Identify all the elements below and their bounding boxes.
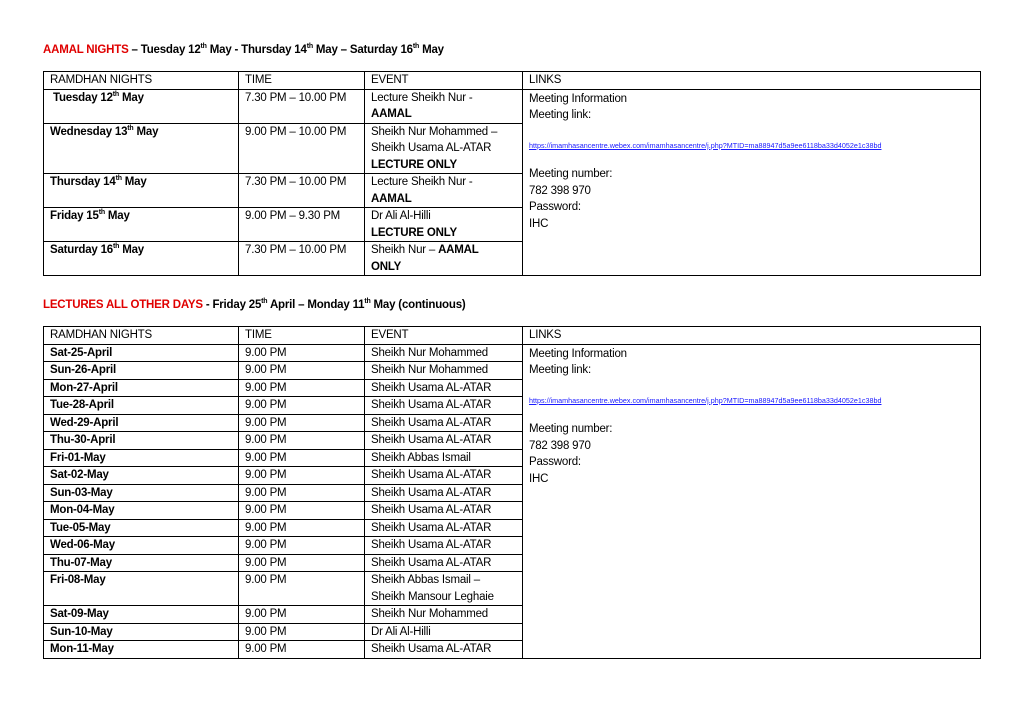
table-row [44, 89, 981, 123]
date-sup: th [98, 209, 105, 216]
time-cell: 9.00 PM [239, 554, 365, 572]
time-cell: 9.00 PM – 10.00 PM [239, 123, 365, 174]
heading1-sup: th [200, 43, 207, 50]
event-text: Sheikh Usama AL-ATAR [371, 643, 492, 655]
time-cell: 9.00 PM [239, 432, 365, 450]
event-cell [365, 484, 523, 502]
event-bold-text: AAMAL [438, 244, 479, 256]
heading1-text: May [419, 44, 444, 56]
event-text: Sheikh Usama AL-ATAR [371, 556, 492, 569]
event-cell [365, 467, 523, 485]
meeting-number: 782 398 970 [529, 184, 591, 197]
heading1-sup: th [412, 43, 420, 50]
event-bold-text: ONLY [371, 260, 402, 273]
event-cell [365, 519, 523, 537]
event-cell [365, 554, 523, 572]
meeting-info-label: Meeting Information [529, 347, 627, 360]
column-header-links: LINKS [523, 72, 981, 90]
date-sup: th [115, 175, 122, 182]
time-cell: 9.00 PM [239, 502, 365, 520]
table-header-row [44, 327, 981, 345]
date-cell: Sat-09-May [44, 606, 239, 624]
event-text: Sheikh Usama AL-ATAR [371, 434, 492, 446]
event-cell [365, 208, 523, 242]
lectures-heading [43, 299, 466, 311]
event-cell [365, 432, 523, 450]
time-cell: 9.00 PM [239, 641, 365, 659]
column-header-event: EVENT [365, 327, 523, 345]
event-cell [365, 242, 523, 276]
time-cell: 9.00 PM [239, 449, 365, 467]
time-cell: 9.00 PM [239, 484, 365, 502]
event-text: Sheikh Usama AL-ATAR [371, 504, 492, 516]
column-header-ramdhan-nights: RAMDHAN NIGHTS [44, 72, 239, 90]
event-text: Sheikh Mansour Leghaie [371, 590, 494, 603]
meeting-link-label: Meeting link: [529, 109, 591, 121]
meeting-link-label: Meeting link: [529, 364, 591, 376]
date-month: May [104, 210, 130, 222]
event-text: Sheikh Usama AL-ATAR [371, 399, 492, 411]
time-cell: 9.00 PM [239, 397, 365, 415]
event-bold-text: LECTURE ONLY [371, 226, 457, 239]
heading1-text: – Tuesday 12 [128, 44, 201, 56]
heading2-text: - Friday 25 [202, 299, 262, 311]
time-cell: 9.00 PM [239, 537, 365, 555]
time-cell: 9.00 PM [239, 623, 365, 641]
event-text: Sheikh Usama AL-ATAR [371, 142, 492, 154]
date-text: Friday 15 [50, 210, 99, 222]
aamal-nights-heading [43, 44, 444, 56]
event-text: Sheikh Nur Mohammed – [371, 125, 498, 138]
date-sup: th [112, 90, 120, 98]
date-cell: Fri-08-May [44, 572, 239, 606]
date-cell: Wed-29-April [44, 414, 239, 432]
date-cell: Mon-27-April [44, 379, 239, 397]
column-header-event: EVENT [365, 72, 523, 90]
heading1-text: May - Thursday 14 [206, 44, 307, 56]
event-text: Sheikh Usama AL-ATAR [371, 486, 492, 499]
time-cell: 9.00 PM [239, 572, 365, 606]
event-bold-text: AAMAL [371, 108, 412, 120]
links-cell [523, 89, 981, 276]
event-text: Lecture Sheikh Nur - [371, 91, 473, 104]
time-cell: 9.00 PM [239, 606, 365, 624]
heading2-sup: th [261, 298, 268, 305]
aamal-nights-title: AAMAL NIGHTS [43, 44, 129, 56]
lectures-title: LECTURES ALL OTHER DAYS [43, 299, 203, 311]
event-cell [365, 641, 523, 659]
time-cell: 7.30 PM – 10.00 PM [239, 242, 365, 276]
event-cell [365, 379, 523, 397]
date-text: Tuesday 12 [53, 91, 113, 104]
time-cell: 9.00 PM [239, 362, 365, 380]
date-cell: Sat-25-April [44, 344, 239, 362]
event-text: Sheikh Nur Mohammed [371, 364, 489, 376]
date-text: Saturday 16 [50, 244, 113, 256]
date-month: May [119, 244, 144, 256]
table-row [44, 344, 981, 362]
column-header-time: TIME [239, 327, 365, 345]
password-label: Password: [529, 201, 581, 213]
event-text: Sheikh Nur Mohammed [371, 608, 489, 620]
time-cell: 9.00 PM [239, 414, 365, 432]
time-cell: 7.30 PM – 10.00 PM [239, 89, 365, 123]
date-text: Wednesday 13 [50, 125, 128, 138]
event-cell [365, 397, 523, 415]
password-value: IHC [529, 217, 549, 230]
date-cell: Thu-07-May [44, 554, 239, 572]
date-cell: Mon-04-May [44, 502, 239, 520]
heading2-text: May (continuous) [370, 299, 466, 311]
event-cell [365, 572, 523, 606]
date-cell [44, 208, 239, 242]
meeting-number: 782 398 970 [529, 439, 591, 452]
event-cell [365, 537, 523, 555]
meeting-link[interactable]: https://imamhasancentre.webex.com/imamhasancentre/j.php?MTID=ma88947d5a9ee6118ba33d4052e1c38bd [529, 140, 882, 150]
aamal-nights-table [43, 71, 981, 276]
heading2-sup: th [364, 298, 371, 305]
event-text: Dr Ali Al-Hilli [371, 625, 431, 638]
date-cell: Sat-02-May [44, 467, 239, 485]
date-cell [44, 242, 239, 276]
date-text: Thursday 14 [50, 176, 116, 188]
event-cell [365, 174, 523, 208]
event-cell [365, 502, 523, 520]
lectures-table [43, 326, 981, 659]
links-cell [523, 344, 981, 658]
date-month: May [133, 125, 159, 138]
date-cell: Sun-26-April [44, 362, 239, 380]
event-cell [365, 344, 523, 362]
column-header-ramdhan-nights: RAMDHAN NIGHTS [44, 327, 239, 345]
date-cell: Thu-30-April [44, 432, 239, 450]
lectures-table-body [44, 344, 981, 658]
event-text: Sheikh Nur – [371, 244, 439, 256]
event-bold-text: LECTURE ONLY [371, 158, 457, 171]
event-cell [365, 623, 523, 641]
table-header-row [44, 72, 981, 90]
heading2-text: April – Monday 11 [267, 299, 365, 311]
date-cell [44, 174, 239, 208]
date-month: May [121, 176, 147, 188]
event-text: Sheikh Nur Mohammed [371, 346, 489, 359]
time-cell: 9.00 PM [239, 519, 365, 537]
date-sup: th [127, 124, 134, 132]
time-cell: 9.00 PM [239, 467, 365, 485]
time-cell: 9.00 PM [239, 379, 365, 397]
event-text: Sheikh Usama AL-ATAR [371, 469, 492, 481]
heading1-text: May – Saturday 16 [312, 44, 413, 56]
event-cell [365, 123, 523, 174]
date-month: May [119, 91, 144, 104]
date-cell: Tue-28-April [44, 397, 239, 415]
meeting-link[interactable]: https://imamhasancentre.webex.com/imamhasancentre/j.php?MTID=ma88947d5a9ee6118ba33d4052e1c38bd [529, 395, 882, 405]
event-text: Sheikh Abbas Ismail – [371, 574, 480, 586]
date-cell [44, 89, 239, 123]
date-cell: Fri-01-May [44, 449, 239, 467]
date-cell: Sun-10-May [44, 623, 239, 641]
event-text: Sheikh Usama AL-ATAR [371, 416, 492, 429]
event-cell [365, 606, 523, 624]
event-cell [365, 414, 523, 432]
heading1-sup: th [306, 43, 313, 50]
meeting-number-label: Meeting number: [529, 423, 613, 435]
password-value: IHC [529, 472, 549, 485]
password-label: Password: [529, 456, 581, 468]
date-cell [44, 123, 239, 174]
date-cell: Mon-11-May [44, 641, 239, 659]
time-cell: 7.30 PM – 10.00 PM [239, 174, 365, 208]
column-header-links: LINKS [523, 327, 981, 345]
time-cell: 9.00 PM – 9.30 PM [239, 208, 365, 242]
meeting-number-label: Meeting number: [529, 168, 613, 180]
event-text: Sheikh Usama AL-ATAR [371, 521, 492, 534]
event-text: Sheikh Usama AL-ATAR [371, 539, 492, 551]
event-cell [365, 449, 523, 467]
meeting-info-label: Meeting Information [529, 92, 627, 105]
column-header-time: TIME [239, 72, 365, 90]
date-sup: th [113, 243, 120, 250]
time-cell: 9.00 PM [239, 344, 365, 362]
date-cell: Tue-05-May [44, 519, 239, 537]
event-text: Lecture Sheikh Nur - [371, 176, 473, 188]
event-cell [365, 362, 523, 380]
event-bold-text: AAMAL [371, 192, 412, 205]
date-cell: Wed-06-May [44, 537, 239, 555]
event-text: Sheikh Abbas Ismail [371, 451, 471, 464]
event-text: Sheikh Usama AL-ATAR [371, 381, 492, 394]
event-cell [365, 89, 523, 123]
event-text: Dr Ali Al-Hilli [371, 210, 431, 222]
date-cell: Sun-03-May [44, 484, 239, 502]
